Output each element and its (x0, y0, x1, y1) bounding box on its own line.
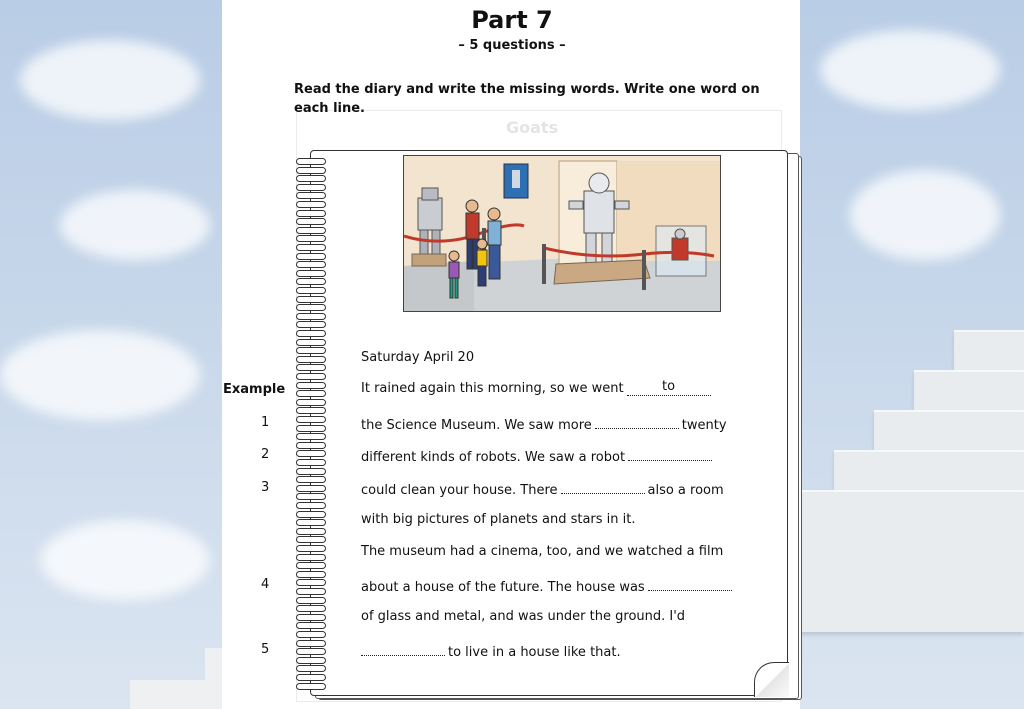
page-curl (754, 662, 789, 697)
diary-date: Saturday April 20 (361, 350, 475, 365)
spiral-coil (296, 201, 326, 208)
question-number: 1 (261, 415, 270, 430)
diary-text: the Science Museum. We saw more (361, 418, 592, 433)
diary-text: different kinds of robots. We saw a robot (361, 450, 626, 465)
spiral-coil (296, 253, 326, 260)
spiral-coil (296, 579, 326, 586)
spiral-coil (296, 648, 326, 655)
spiral-coil (296, 468, 326, 475)
spiral-coil (296, 614, 326, 621)
spiral-coil (296, 296, 326, 303)
spiral-coil (296, 502, 326, 509)
diary-line (361, 512, 636, 527)
example-label: Example (223, 382, 286, 397)
example-answer-blank (627, 381, 711, 396)
spiral-coil (296, 287, 326, 294)
page-subtitle: – 5 questions – (458, 38, 566, 53)
diary-line (361, 641, 621, 660)
diary-line (361, 414, 727, 433)
question-number: 3 (261, 480, 270, 495)
spiral-coil (296, 674, 326, 681)
spiral-coil (296, 278, 326, 285)
spiral-coil (296, 665, 326, 672)
answer-blank[interactable] (595, 414, 679, 429)
answer-blank[interactable] (628, 446, 712, 461)
spiral-coil (296, 356, 326, 363)
spiral-coil (296, 631, 326, 638)
spiral-coil (296, 450, 326, 457)
diary-text: to live in a house like that. (448, 645, 621, 660)
spiral-binding (296, 150, 336, 696)
diary-line (361, 446, 715, 465)
spiral-coil (296, 192, 326, 199)
spiral-coil (296, 175, 326, 182)
question-number: 5 (261, 642, 270, 657)
spiral-coil (296, 511, 326, 518)
diary-text: The museum had a cinema, too, and we watched a film (361, 544, 724, 559)
spiral-coil (296, 640, 326, 647)
spiral-coil (296, 536, 326, 543)
spiral-coil (296, 528, 326, 535)
spiral-coil (296, 622, 326, 629)
question-number: 4 (261, 577, 270, 592)
robot-museum-illustration (403, 155, 721, 312)
spiral-coil (296, 364, 326, 371)
answer-text: to (662, 379, 676, 394)
spiral-coil (296, 588, 326, 595)
spiral-coil (296, 554, 326, 561)
spiral-coil (296, 683, 326, 690)
spiral-coil (296, 519, 326, 526)
spiral-coil (296, 218, 326, 225)
spiral-coil (296, 476, 326, 483)
diary-line (361, 609, 685, 624)
spiral-coil (296, 597, 326, 604)
spiral-coil (296, 347, 326, 354)
spiral-coil (296, 425, 326, 432)
spiral-coil (296, 339, 326, 346)
spiral-coil (296, 407, 326, 414)
diary-text: also a room (647, 483, 724, 498)
spiral-coil (296, 545, 326, 552)
spiral-coil (296, 390, 326, 397)
spiral-coil (296, 382, 326, 389)
answer-blank[interactable] (561, 479, 645, 494)
spiral-coil (296, 433, 326, 440)
spiral-coil (296, 227, 326, 234)
spiral-coil (296, 416, 326, 423)
spiral-coil (296, 459, 326, 466)
spiral-coil (296, 399, 326, 406)
spiral-coil (296, 373, 326, 380)
page-title: Part 7 (471, 6, 553, 34)
diary-line (361, 576, 735, 595)
diary-text: with big pictures of planets and stars in it. (361, 512, 636, 527)
question-number: 2 (261, 447, 270, 462)
diary-text: about a house of the future. The house was (361, 580, 645, 595)
diary-line (361, 479, 724, 498)
diary-text: of glass and metal, and was under the ground. I'd (361, 609, 686, 624)
spiral-coil (296, 313, 326, 320)
spiral-coil (296, 304, 326, 311)
worksheet-page: Goats (222, 0, 800, 709)
spiral-coil (296, 158, 326, 165)
diary-text: twenty (681, 418, 727, 433)
spiral-coil (296, 244, 326, 251)
spiral-coil (296, 330, 326, 337)
background-stairs (794, 330, 1024, 630)
spiral-coil (296, 605, 326, 612)
diary-text: could clean your house. There (361, 483, 558, 498)
spiral-coil (296, 261, 326, 268)
answer-blank[interactable] (361, 641, 445, 656)
spiral-coil (296, 210, 326, 217)
spiral-coil (296, 562, 326, 569)
answer-blank[interactable] (648, 576, 732, 591)
spiral-coil (296, 184, 326, 191)
diary-text: It rained again this morning, so we went (361, 381, 624, 396)
spiral-coil (296, 167, 326, 174)
illustration-svg (404, 156, 720, 311)
spiral-coil (296, 442, 326, 449)
instructions: Read the diary and write the missing words. Write one word on each line. (294, 82, 760, 116)
spiral-coil (296, 571, 326, 578)
spiral-coil (296, 235, 326, 242)
spiral-coil (296, 493, 326, 500)
spiral-coil (296, 485, 326, 492)
diary-line (361, 544, 723, 559)
spiral-coil (296, 270, 326, 277)
diary-line (361, 381, 714, 396)
spiral-coil (296, 321, 326, 328)
spiral-coil (296, 657, 326, 664)
